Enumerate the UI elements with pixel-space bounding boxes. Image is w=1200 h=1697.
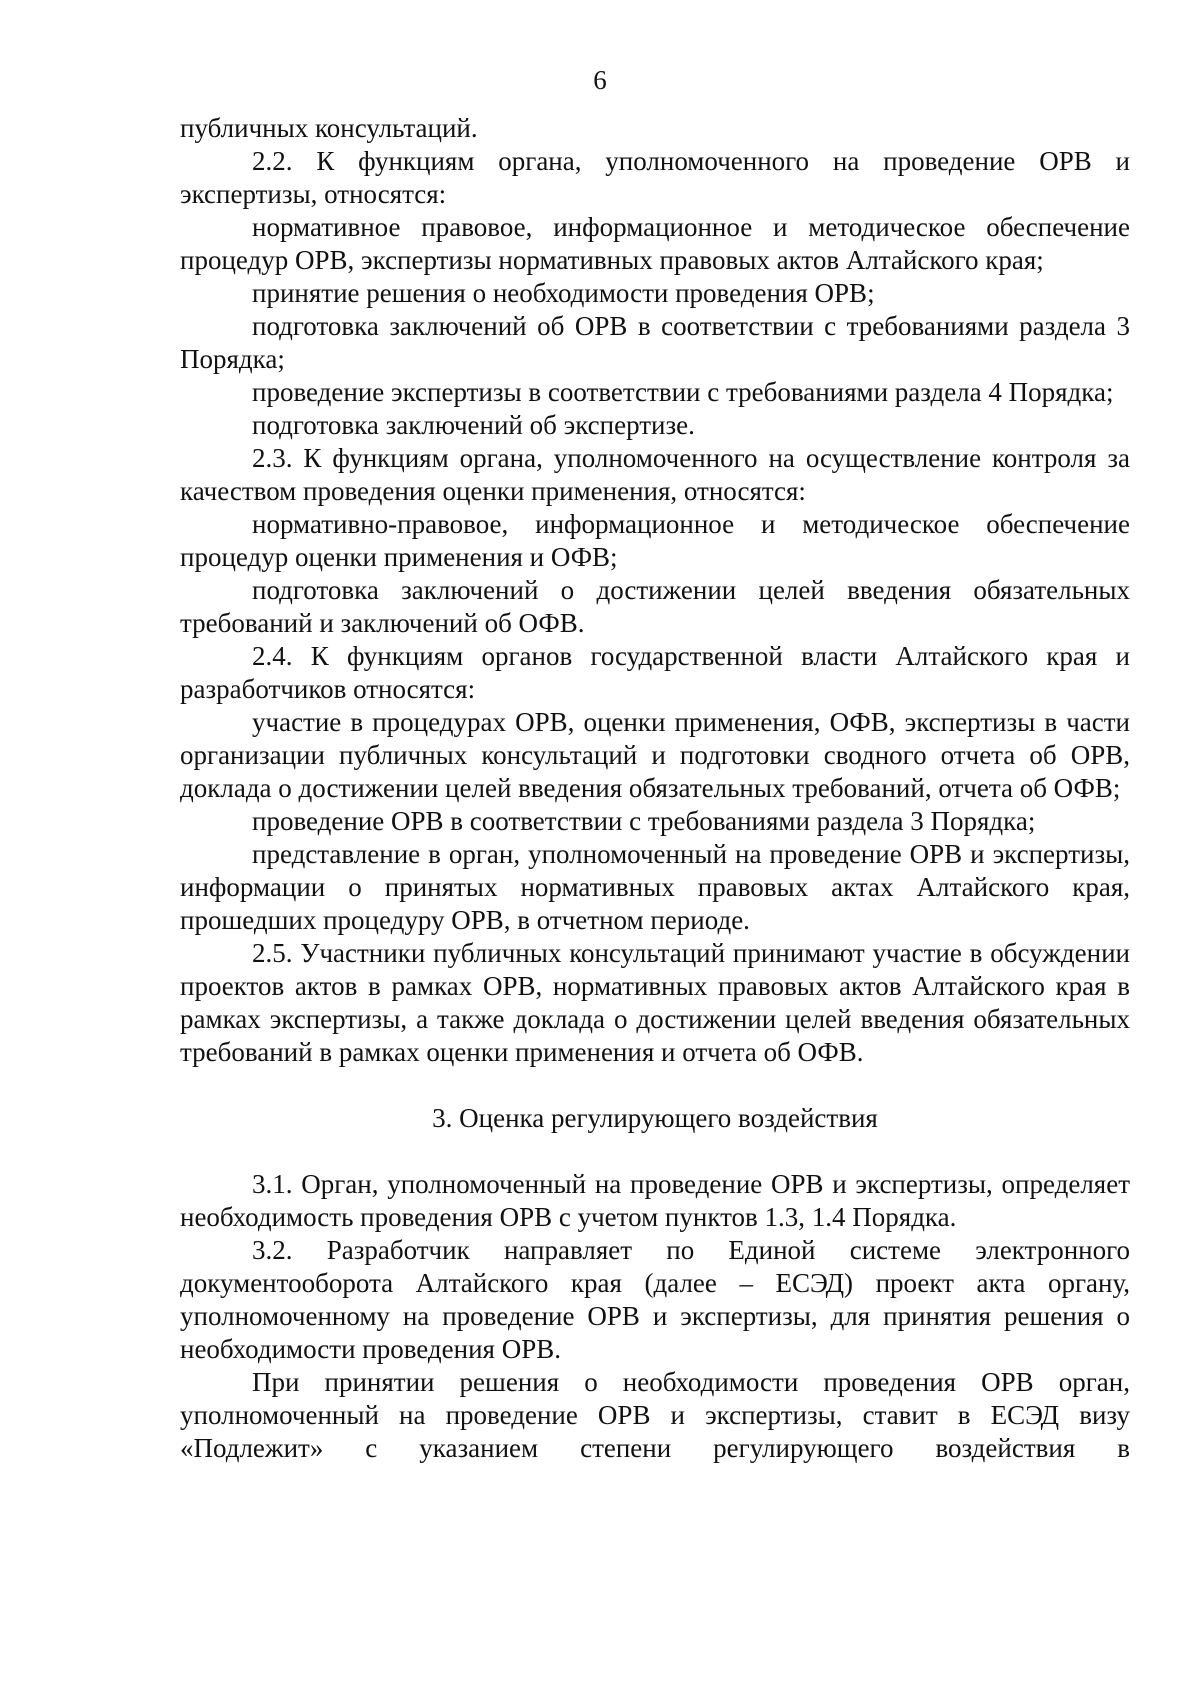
paragraph: представление в орган, уполномоченный на проведение ОРВ и экспертизы, информации о принятых нормативных правовых актах Алтайского края, прошедших процедуру ОРВ, в отчетном периоде.	[180, 839, 1130, 935]
paragraph: 3.2. Разработчик направляет по Единой системе электронного документооборота Алтайского края (далее – ЕСЭД) проект акта органу, уполномоченному на проведение ОРВ и экспертизы, для принятия решения о необходимости проведения ОРВ.	[180, 1235, 1130, 1364]
page-number: 6	[593, 65, 607, 95]
paragraph: проведение ОРВ в соответствии с требованиями раздела 3 Порядка;	[252, 806, 1036, 836]
paragraph: При принятии решения о необходимости проведения ОРВ орган, уполномоченный на проведение ОРВ и экспертизы, ставит в ЕСЭД визу «Подлежит» с указанием степени регулирующего воздействия в	[180, 1367, 1130, 1463]
paragraph: нормативное правовое, информационное и методическое обеспечение процедур ОРВ, экспертизы нормативных правовых актов Алтайского края;	[180, 212, 1130, 275]
paragraph: 2.5. Участники публичных консультаций принимают участие в обсуждении проектов актов в рамках ОРВ, нормативных правовых актов Алтайского края в рамках экспертизы, а также доклада о достижении целей введения обязательных требований в рамках оценки применения и отчета об ОФВ.	[180, 938, 1130, 1067]
paragraph: подготовка заключений о достижении целей введения обязательных требований и заключений об ОФВ.	[180, 575, 1130, 638]
paragraph: участие в процедурах ОРВ, оценки применения, ОФВ, экспертизы в части организации публичных консультаций и подготовки сводного отчета об ОРВ, доклада о достижении целей введения обязательных требований, отчета об ОФВ;	[180, 707, 1130, 803]
paragraph: принятие решения о необходимости проведения ОРВ;	[252, 278, 875, 308]
paragraph: подготовка заключений об ОРВ в соответствии с требованиями раздела 3 Порядка;	[180, 311, 1130, 374]
paragraph: 2.4. К функциям органов государственной власти Алтайского края и разработчиков относятся:	[180, 641, 1130, 704]
section-heading: 3. Оценка регулирующего воздействия	[432, 1103, 878, 1133]
document-body	[180, 112, 1130, 1465]
paragraph: 2.3. К функциям органа, уполномоченного на осуществление контроля за качеством проведения оценки применения, относятся:	[180, 443, 1130, 506]
paragraph: 3.1. Орган, уполномоченный на проведение ОРВ и экспертизы, определяет необходимость проведения ОРВ с учетом пунктов 1.3, 1.4 Порядка.	[180, 1169, 1130, 1232]
paragraph: публичных консультаций.	[180, 113, 478, 143]
paragraph: нормативно-правовое, информационное и методическое обеспечение процедур оценки применения и ОФВ;	[180, 509, 1130, 572]
paragraph: подготовка заключений об экспертизе.	[252, 410, 695, 440]
paragraph: проведение экспертизы в соответствии с требованиями раздела 4 Порядка;	[252, 377, 1114, 407]
paragraph: 2.2. К функциям органа, уполномоченного на проведение ОРВ и экспертизы, относятся:	[180, 146, 1130, 209]
